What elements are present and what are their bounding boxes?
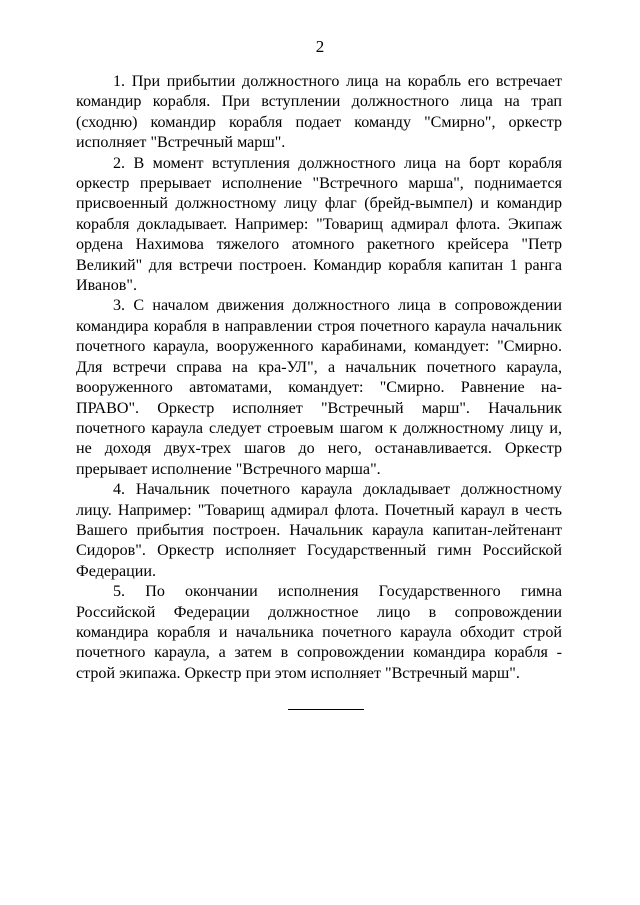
- paragraph-3: 3. С началом движения должностного лица в сопровождении командира корабля в направлении строя почетного караула начальник почетного караула, вооруженного карабинами, командует: "Смирно. Для встречи справа на кра-УЛ", а начальник почетного караула, вооруженного автоматами, командует: "Смирно. Равнение на-ПРАВО". Оркестр исполняет "Встречный марш". Начальник почетного караула следует строевым шагом к должностному лицу и, не доходя двух-трех шагов до него, останавливается. Оркестр прерывает исполнение "Встречного марша".: [76, 297, 562, 478]
- paragraph-1: 1. При прибытии должностного лица на корабль его встречает командир корабля. При вступлении должностного лица на трап (сходню) командир корабля подает команду "Смирно", оркестр исполняет "Встречный марш".: [76, 73, 562, 152]
- page-number: 2: [315, 37, 325, 56]
- paragraph-4: 4. Начальник почетного караула докладывает должностному лицу. Например: "Товарищ адмирал флота. Почетный караул в честь Вашего прибытия построен. Начальник караула капитан-лейтенант Сидоров". Оркестр исполняет Государственный гимн Российской Федерации.: [76, 481, 562, 580]
- paragraph-5: 5. По окончании исполнения Государственного гимна Российской Федерации должностное лицо в сопровождении командира корабля и начальника почетного караула обходит строй почетного караула, а затем в сопровождении командира корабля - строй экипажа. Оркестр при этом исполняет "Встречный марш".: [76, 583, 562, 682]
- document-body: [76, 72, 562, 684]
- end-separator-line: [288, 709, 364, 710]
- paragraph-2: 2. В момент вступления должностного лица на борт корабля оркестр прерывает исполнение "Встречного марша", поднимается присвоенный должностному лицу флаг (брейд-вымпел) и командир корабля докладывает. Например: "Товарищ адмирал флота. Экипаж ордена Нахимова тяжелого атомного ракетного крейсера "Петр Великий" для встречи построен. Командир корабля капитан 1 ранга Иванов".: [76, 154, 562, 295]
